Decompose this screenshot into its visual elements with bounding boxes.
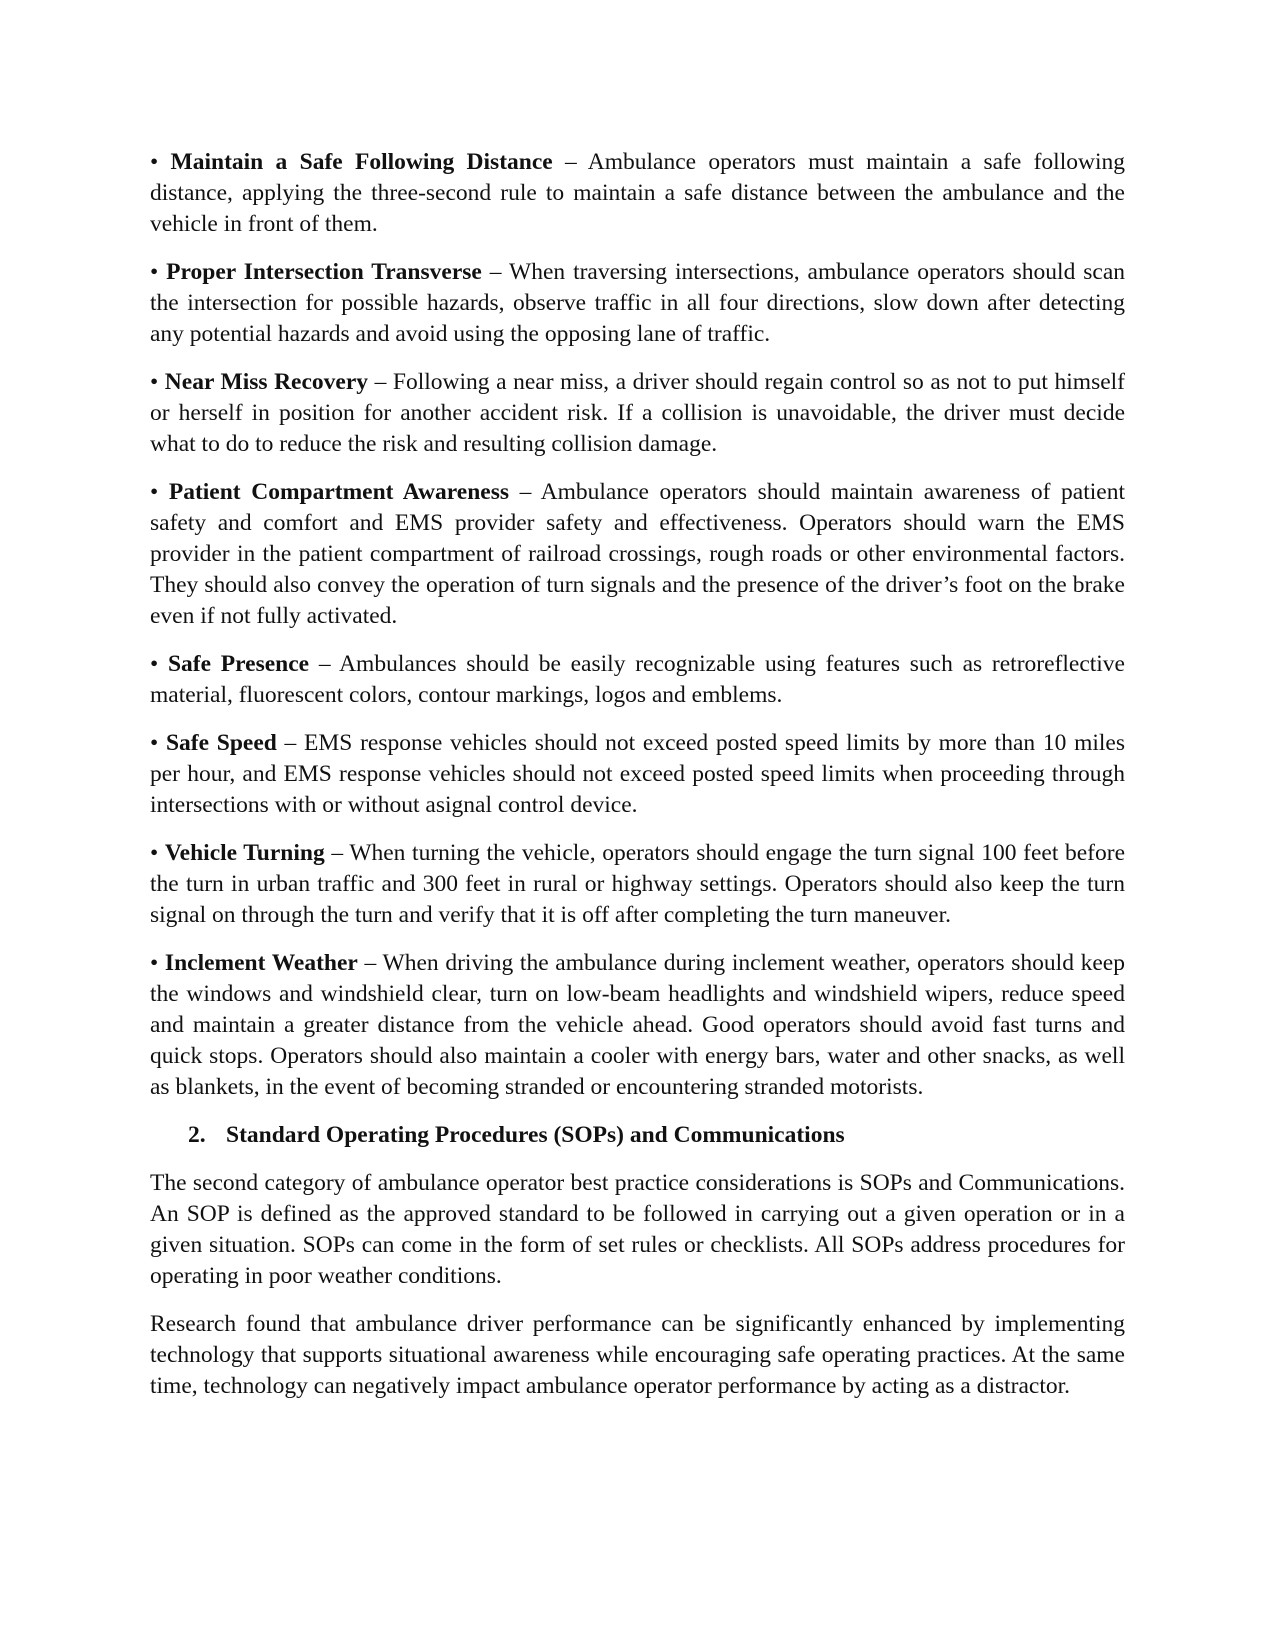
bullet-term: Vehicle Turning	[164, 840, 325, 866]
bullet-item: • Proper Intersection Transverse – When traversing intersections, ambulance operators should scan the intersection for possible hazards, observe traffic in all four directions, slow down after detecting any potential hazards and avoid using the opposing lane of traffic.	[150, 259, 1126, 347]
section-heading	[150, 1120, 1125, 1151]
bullet-item: • Patient Compartment Awareness – Ambulance operators should maintain awareness of patient safety and comfort and EMS provider safety and effectiveness. Operators should warn the EMS provider in the patient compartment of railroad crossings, rough roads or other environmental factors. They should also convey the operation of turn signals and the presence of the driver’s foot on the brake even if not fully activated.	[150, 479, 1125, 629]
bullet-term: Patient Compartment Awareness	[168, 479, 509, 505]
bullet-text: When turning the vehicle, operators should engage the turn signal 100 feet before the turn in urban traffic and 300 feet in rural or highway settings. Operators should also keep the turn signal on through the turn and verify that it is off after completing the turn maneuver.	[150, 840, 1126, 928]
body-paragraph: The second category of ambulance operator best practice considerations is SOPs and Communications. An SOP is defined as the approved standard to be followed in carrying out a given operation or in a given situation. SOPs can come in the form of set rules or checklists. All SOPs address procedures for operating in poor weather conditions.	[150, 1170, 1125, 1289]
bullet-text: Ambulances should be easily recognizable using features such as retroreflective material, fluorescent colors, contour markings, logos and emblems.	[150, 651, 1125, 708]
bullet-item: • Maintain a Safe Following Distance – Ambulance operators must maintain a safe following distance, applying the three-second rule to maintain a safe distance between the ambulance and the vehicle in front of them.	[150, 149, 1125, 237]
document-page	[150, 147, 1125, 1419]
bullet-text: Ambulance operators must maintain a safe following distance, applying the three-second rule to maintain a safe distance between the ambulance and the vehicle in front of them.	[150, 149, 1125, 237]
bullet-item: • Safe Speed – EMS response vehicles should not exceed posted speed limits by more than 10 miles per hour, and EMS response vehicles should not exceed posted speed limits when proceeding through intersections with or without asignal control device.	[150, 730, 1125, 818]
bullet-term: Near Miss Recovery	[164, 369, 369, 395]
section-number: 2.	[188, 1122, 206, 1148]
bullet-item: • Inclement Weather – When driving the ambulance during inclement weather, operators should keep the windows and windshield clear, turn on low-beam headlights and windshield wipers, reduce speed and maintain a greater distance from the vehicle ahead. Good operators should avoid fast turns and quick stops. Operators should also maintain a cooler with energy bars, water and other snacks, as well as blankets, in the event of becoming stranded or encountering stranded motorists.	[150, 950, 1125, 1100]
bullet-text: When driving the ambulance during inclement weather, operators should keep the windows and windshield clear, turn on low-beam headlights and windshield wipers, reduce speed and maintain a greater distance from the vehicle ahead. Good operators should avoid fast turns and quick stops. Operators should also maintain a cooler with energy bars, water and other snacks, as well as blankets, in the event of becoming stranded or encountering stranded motorists.	[150, 950, 1125, 1100]
bullet-item: • Safe Presence – Ambulances should be easily recognizable using features such as retroreflective material, fluorescent colors, contour markings, logos and emblems.	[150, 651, 1125, 708]
bullet-item: • Near Miss Recovery – Following a near miss, a driver should regain control so as not to put himself or herself in position for another accident risk. If a collision is unavoidable, the driver must decide what to do to reduce the risk and resulting collision damage.	[150, 369, 1126, 457]
bullet-term: Safe Presence	[167, 651, 310, 677]
bullet-term: Proper Intersection Transverse	[166, 259, 482, 285]
bullet-term: Inclement Weather	[164, 950, 358, 976]
bullet-text: EMS response vehicles should not exceed posted speed limits by more than 10 miles per hour, and EMS response vehicles should not exceed posted speed limits when proceeding through intersections with or without asignal control device.	[150, 730, 1125, 818]
bullet-text: Following a near miss, a driver should regain control so as not to put himself or herself in position for another accident risk. If a collision is unavoidable, the driver must decide what to do to reduce the risk and resulting collision damage.	[150, 369, 1126, 457]
bullet-term: Maintain a Safe Following Distance	[170, 149, 553, 175]
bullet-term: Safe Speed	[165, 730, 277, 756]
section-title: Standard Operating Procedures (SOPs) and Communications	[226, 1122, 845, 1148]
bullet-text: Ambulance operators should maintain awareness of patient safety and comfort and EMS provider safety and effectiveness. Operators should warn the EMS provider in the patient compartment of railroad crossings, rough roads or other environmental factors. They should also convey the operation of turn signals and the presence of the driver’s foot on the brake even if not fully activated.	[150, 479, 1125, 629]
bullet-item: • Vehicle Turning – When turning the vehicle, operators should engage the turn signal 100 feet before the turn in urban traffic and 300 feet in rural or highway settings. Operators should also keep the turn signal on through the turn and verify that it is off after completing the turn maneuver.	[150, 840, 1126, 928]
bullet-text: When traversing intersections, ambulance operators should scan the intersection for possible hazards, observe traffic in all four directions, slow down after detecting any potential hazards and avoid using the opposing lane of traffic.	[150, 259, 1126, 347]
body-paragraph: Research found that ambulance driver performance can be significantly enhanced by implementing technology that supports situational awareness while encouraging safe operating practices. At the same time, technology can negatively impact ambulance operator performance by acting as a distractor.	[150, 1311, 1125, 1399]
